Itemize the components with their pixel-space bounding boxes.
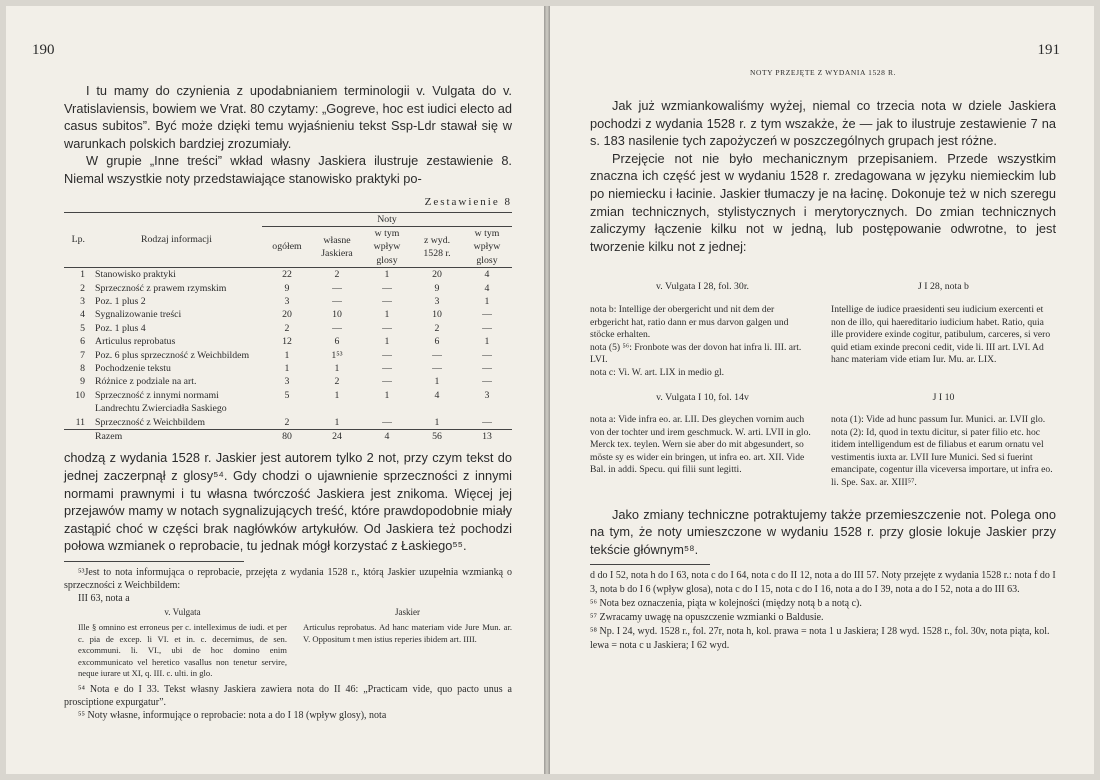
cell: 2: [80, 282, 85, 294]
cell: 20: [432, 269, 442, 281]
table-row: [64, 322, 512, 335]
table-row: [64, 308, 512, 321]
footnotes: [64, 566, 512, 722]
cell: Różnice z podziale na art.: [95, 376, 197, 388]
cell: Stanowisko praktyki: [95, 269, 176, 281]
cell: 11: [75, 416, 85, 428]
table-row: [64, 268, 512, 282]
cell: 1: [434, 416, 440, 428]
footnote: ⁵⁸ Np. I 24, wyd. 1528 r., fol. 27r, nota h, kol. prawa = nota 1 u Jaskiera; I 28 wyd. 1528 r., fol. 30v, nota piąta, kol. lewa = nota c u Jaskiera; I 62 wyd.: [590, 626, 1050, 652]
cell: 2: [284, 416, 290, 428]
comparison-block: [590, 380, 1056, 490]
footnote: ⁵⁷ Zwracamy uwagę na opuszczenie wzmianki o Baldusie.: [590, 612, 824, 624]
cell: 5: [284, 389, 290, 401]
cell: 1⁵³: [331, 349, 343, 361]
right-page: [550, 6, 1094, 774]
cell: 5: [80, 322, 85, 334]
cell: —: [482, 376, 492, 388]
cell: Sprzeczność z innymi normami Landrechtu Zwierciadła Saskiego: [95, 389, 227, 415]
cell: 4: [484, 269, 490, 281]
quote: nota (2): Id, quod in textu dicitur, si pater filio etc. hoc itidem intelligendum est de filiabus et earum ornatu vel vestimentis iuxta ar. LVII Iure Munici. Sed si fuerint emancipate, cogentur illa viceversa importare, ut infra eo. li. Spe. Sax. ar. XIII⁵⁷.: [831, 426, 1053, 489]
paragraph: Jak już wzmiankowaliśmy wyżej, niemal co trzecia nota w dziele Jaskiera pochodzi z wydania 1528 r. z tym wszakże, że — jak to ilustruje zestawienie 7 na s. 183 nasilenie tych zapożyczeń w poszczególnych grupach jest różne.: [590, 98, 1056, 149]
cell: 3: [284, 376, 290, 388]
col-header-rodzaj: Rodzaj informacji: [140, 234, 212, 246]
page-number: 190: [32, 42, 55, 58]
cell: 1: [384, 269, 390, 281]
cell: 4: [362, 430, 412, 444]
cell: Sprzeczność z Weichbildem: [95, 416, 206, 428]
table-row: [64, 295, 512, 308]
table-row: [64, 362, 512, 375]
quote: nota a: Vide infra eo. ar. LII. Des gleychen vornim auch von der tochter und irem geschmuck. W. arti. LVII in glo. Merck tex. teylen. Wern sie aber do mit abgesundert, so möste sy es wider ein bringen, ut infra eo. art. XII. Vide Bal. in addi. Specu. qui filii sunt legitti.: [590, 414, 811, 476]
cell: —: [332, 296, 342, 307]
table-row: [64, 416, 512, 430]
footnote-rule: [64, 561, 244, 562]
col-header-ogolem: ogółem: [272, 241, 302, 253]
cell: —: [382, 282, 392, 294]
quote: Ille § omnino est erroneus per c. intelleximus de iudi. et per c. pia de excep. li VI. et in. c. decernimus, de sen. excommuni. li. VI., ubi de hoc domino enim excommunicato vel heretico vasallus non tenetur servire, neque iurare ut XI, q. III. c. ulti. in glo.: [78, 622, 287, 679]
cell: 10: [75, 389, 85, 401]
cell: Sygnalizowanie treści: [95, 309, 182, 321]
footnote-rule: [590, 564, 710, 565]
quote: nota b: Intellige der obergericht und nit dem der erbgericht hat, ratio dann er mus darvon galgen und stöcke erhalten.: [590, 303, 789, 341]
cell: 9: [80, 376, 85, 388]
cell: 2: [284, 322, 290, 334]
cell: 12: [282, 336, 292, 348]
cell: —: [382, 296, 392, 307]
cell: —: [382, 322, 392, 334]
cell: 1: [334, 389, 340, 401]
cell: 2: [334, 269, 340, 281]
cell: 9: [284, 282, 290, 294]
cell: 2: [334, 376, 340, 388]
cell: —: [432, 363, 442, 375]
col-header-wlasne: własne Jaskiera: [321, 234, 353, 260]
cell: 22: [282, 269, 292, 281]
body-text: [590, 97, 1056, 255]
cell: 6: [334, 336, 340, 348]
cell: —: [332, 322, 342, 334]
footnote: ⁵⁴ Nota e do I 33. Tekst własny Jaskiera zawiera nota do II 46: „Practicam vide, quo pacto unus a prosciptione expurgatur”.: [64, 684, 512, 709]
cell: Poz. 1 plus 2: [95, 296, 146, 307]
col-header-noty: Noty: [262, 212, 512, 226]
cell: 1: [384, 389, 390, 401]
cell: 2: [434, 322, 440, 334]
col-header-zwyd: z wyd. 1528 r.: [423, 234, 451, 260]
column-head: Jaskier: [395, 607, 420, 618]
running-head: NOTY PRZEJĘTE Z WYDANIA 1528 R.: [749, 68, 897, 77]
paragraph: Jako zmiany techniczne potraktujemy także przemieszczenie not. Polega ono na tym, że noty umieszczone w wydaniu 1528 r. przy glosie lokuje Jaskier przy tekście głównym⁵⁸.: [590, 506, 1056, 557]
column-head: v. Vulgata: [164, 607, 201, 618]
cell: —: [382, 416, 392, 428]
cell: 6: [434, 336, 440, 348]
column-head: J I 28, nota b: [918, 281, 969, 293]
cell: 3: [80, 296, 85, 307]
cell: 1: [284, 349, 290, 361]
cell: —: [482, 349, 492, 361]
page-number: 191: [1037, 42, 1060, 58]
cell: Poz. 6 plus sprzeczność z Weichbildem: [95, 349, 250, 361]
quote: Articulus reprobatus. Ad hanc materiam vide Jure Mun. ar. V. Oppositum t men istius reperies ibidem art. IIII.: [303, 622, 512, 644]
table-row: [64, 335, 512, 348]
quote: nota c: Vi. W. art. LIX in medio gl.: [590, 366, 725, 378]
quote: nota (5) ⁵⁶: Fronbote was der dovon hat infra li. III. art. LVI.: [590, 341, 802, 366]
cell: 3: [484, 389, 490, 401]
cell: 1: [334, 363, 340, 375]
paragraph: I tu mamy do czynienia z upodabnianiem terminologii v. Vulgata do v. Vratislaviensis, bowiem we Vrat. 80 czytamy: „Gogreve, hoc est iudici electo ad casus subitos”. Być może dzięki temu wyjaśnieniu tekst Ssp-Ldr stawał się w warunkach polskich bardziej zrozumiały.: [64, 83, 512, 151]
cell: 1: [284, 363, 290, 375]
cell: 1: [484, 336, 490, 348]
column-head: J I 10: [932, 391, 955, 403]
cell: 1: [484, 296, 490, 307]
cell: 13: [462, 430, 512, 444]
col-header-wplyw2: w tym wpływ glosy: [473, 227, 501, 266]
footnote: ⁵⁵ Noty własne, informujące o reprobacie: nota a do I 18 (wpływ glosy), nota: [78, 710, 387, 722]
table-row: [64, 389, 512, 416]
cell: 1: [434, 376, 440, 388]
col-header-wplyw: w tym wpływ glosy: [373, 227, 401, 266]
cell: 9: [434, 282, 440, 294]
table-row: [64, 375, 512, 388]
comparison-block: [590, 269, 1056, 379]
cell: Razem: [91, 430, 262, 444]
cell: —: [382, 363, 392, 375]
cell: 4: [80, 309, 85, 321]
cell: 7: [80, 349, 85, 361]
cell: Articulus reprobatus: [95, 336, 176, 348]
body-text: [590, 506, 1056, 559]
cell: —: [482, 416, 492, 428]
cell: 24: [312, 430, 362, 444]
cell: 10: [332, 309, 342, 321]
table-row: [64, 349, 512, 362]
cell: —: [432, 349, 442, 361]
cell: 1: [384, 309, 390, 321]
cell: 1: [334, 416, 340, 428]
cell: 56: [412, 430, 462, 444]
cell: 80: [262, 430, 312, 444]
footnote: ⁵⁶ Nota bez oznaczenia, piąta w kolejności (między notą b a notą c).: [590, 598, 862, 610]
cell: Poz. 1 plus 4: [95, 322, 146, 334]
col-header-lp: Lp.: [71, 234, 85, 246]
body-text: [64, 82, 512, 188]
cell: 20: [282, 309, 292, 321]
paragraph: chodzą z wydania 1528 r. Jaskier jest autorem tylko 2 not, przy czym tekst do jednej zaczerpnął z glosy⁵⁴. Gdy chodzi o ujawnienie sprzeczności z innymi normami prawnymi i tu własna twórczość Jaskiera jest znikoma. Więcej jej przejawów mamy w notach sygnalizujących treść, które prawdopodobnie miały zastąpić choć w części brak nagłówków artykułów. Od Jaskiera też pochodzi połowa wzmianek o reprobacie, tu jednak mógł korzystać z Łaskiego⁵⁵.: [64, 450, 512, 554]
quote: nota (1): Vide ad hunc passum Iur. Munici. ar. LVII glo.: [831, 414, 1046, 426]
table-total-row: [64, 430, 512, 444]
column-head: v. Vulgata I 28, fol. 30r.: [655, 281, 749, 293]
cell: 1: [80, 269, 85, 281]
quote: Intellige de iudice praesidenti seu iudicium exercenti et non de illo, qui haereditario iudicium habet. Ratio, quia ille providere exinde cogitur, patibulum, carceres, si vero quid etiam exinde preconi cedit, vide li. III art. LVI. Ad hanc materiam vide etiam Iur. Mu. ar. LIX.: [831, 303, 1051, 366]
cell: Sprzeczność z prawem rzymskim: [95, 282, 227, 294]
footnote-ref: III 63, nota a: [78, 593, 130, 605]
cell: 1: [384, 336, 390, 348]
cell: —: [482, 309, 492, 321]
left-page: [6, 6, 544, 774]
cell: —: [482, 322, 492, 334]
cell: —: [382, 376, 392, 388]
cell: 8: [80, 363, 85, 375]
cell: 4: [434, 389, 440, 401]
footnote: ⁵³Jest to nota informująca o reprobacie, przejęta z wydania 1528 r., którą Jaskier uzupełnia wzmianką o sprzeczności z Weichbildem:: [64, 567, 512, 592]
cell: 3: [284, 296, 290, 307]
cell: 10: [432, 309, 442, 321]
table-caption: Zestawienie 8: [424, 195, 512, 208]
cell: 6: [80, 336, 85, 348]
body-text: [64, 449, 512, 555]
paragraph: Przejęcie not nie było mechanicznym przepisaniem. Przede wszystkim znaczna ich część jest w wydaniu 1528 r. zredagowana w języku niemieckim lub po niemiecku i łacinie. Jaskier tłumaczy je na łacinę. Dokonuje też w nich szeregu zmian technicznych, stylistycznych i merytorycznych. Do zmian technicznych zaliczymy łączenie kilku not w jedną, lub postępowanie odwrotne, to jest tworzenie kilku not z jednej:: [590, 150, 1056, 254]
footnotes: [590, 569, 1056, 653]
cell: 3: [434, 296, 440, 307]
cell: —: [332, 282, 342, 294]
cell: —: [382, 349, 392, 361]
footnote: d do I 52, nota h do I 63, nota c do I 64, nota c do II 12, nota a do III 57. Noty przejęte z wydania 1528 r.: nota f do I 3, nota b do I 6 (wpływ glosa), nota c do I 15, nota c do I 16, nota a do I 39, nota a do I 52, nota a do III 63.: [590, 570, 1056, 596]
column-head: v. Vulgata I 10, fol. 14v: [656, 391, 749, 403]
cell: —: [482, 363, 492, 375]
table-row: [64, 282, 512, 295]
cell: 4: [484, 282, 490, 294]
cell: Pochodzenie tekstu: [95, 363, 171, 375]
data-table: [64, 212, 512, 444]
paragraph: W grupie „Inne treści” wkład własny Jaskiera ilustruje zestawienie 8. Niemal wszystkie noty przedstawiające stanowisko praktyki po-: [64, 153, 512, 186]
